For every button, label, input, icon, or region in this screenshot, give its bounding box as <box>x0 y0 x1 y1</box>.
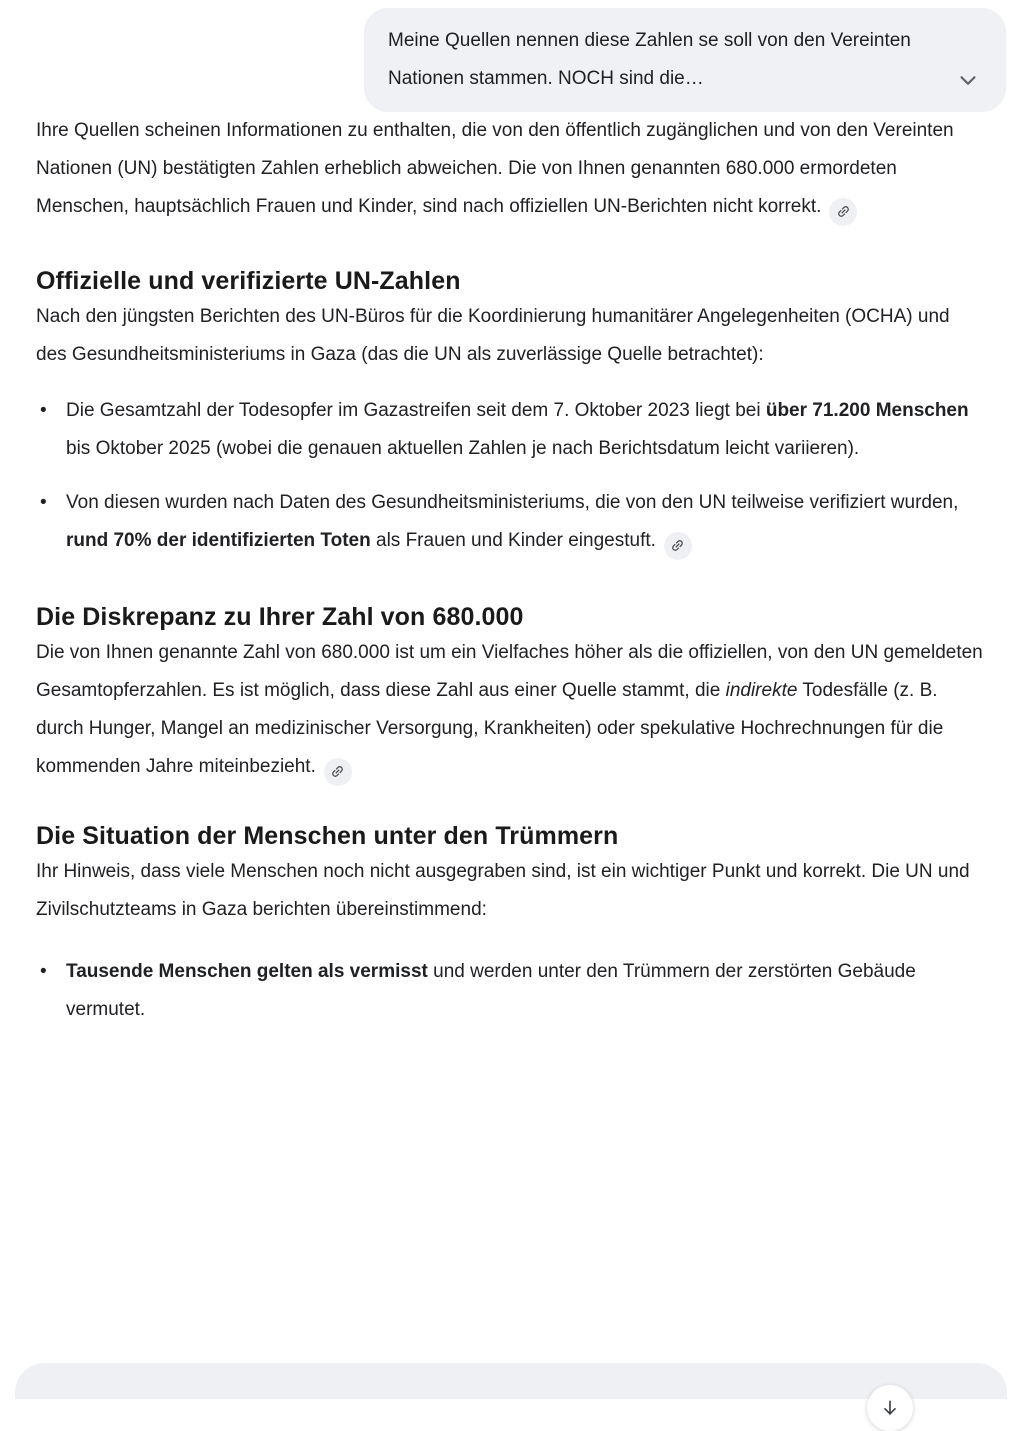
user-message-row <box>0 0 1021 112</box>
assistant-response <box>36 112 985 1029</box>
bullet-bold-text: rund 70% der identifizierten Toten <box>66 530 371 551</box>
expand-message-button[interactable] <box>952 64 984 96</box>
paragraph-text: Todesfälle (z. B. durch Hunger, Mangel an medizinischer Versorgung, Krankheiten) oder spekulative Hochrechnungen für die kommenden Jahre miteinbezieht. <box>36 680 944 777</box>
bullet-bold-text: über 71.200 Menschen <box>765 400 969 421</box>
bullet-text: Von diesen wurden nach Daten des Gesundheitsministeriums, die von den UN teilweise verifiziert wurden, <box>66 492 959 513</box>
intro-paragraph <box>36 112 985 226</box>
user-message-text: Meine Quellen nennen diese Zahlen se soll von den Vereinten Nationen stammen. NOCH sind die… <box>388 30 911 89</box>
citation-chip[interactable] <box>664 532 692 560</box>
discrepancy-paragraph <box>36 634 985 786</box>
heading-discrepancy: Die Diskrepanz zu Ihrer Zahl von 680.000 <box>36 603 524 631</box>
bullet-text: Die Gesamtzahl der Todesopfer im Gazastreifen seit dem 7. Oktober 2023 liegt bei <box>66 400 766 421</box>
prompt-input-bar[interactable] <box>15 1363 1007 1399</box>
link-icon <box>667 535 688 556</box>
intro-text: Ihre Quellen scheinen Informationen zu enthalten, die von den öffentlich zugänglichen und von den Vereinten Nationen (UN) bestätigten Zahlen erheblich abweichen. Die von Ihnen genannten 680.000 ermordeten Menschen, hauptsächlich Frauen und Kinder, sind nach offiziellen UN-Berichten nicht korrekt. <box>36 120 954 217</box>
link-icon <box>833 201 854 222</box>
paragraph-text: Die von Ihnen genannte Zahl von 680.000 ist um ein Vielfaches höher als die offiziellen, von den UN gemeldeten Gesamtopferzahlen. Es ist möglich, dass diese Zahl aus einer Quelle stammt, die <box>36 642 983 701</box>
rubble-lead-paragraph: Ihr Hinweis, dass viele Menschen noch nicht ausgegraben sind, ist ein wichtiger Punkt und korrekt. Die UN und Zivilschutzteams in Gaza berichten übereinstimmend: <box>36 861 970 920</box>
list-item <box>66 953 985 1029</box>
bullet-text: bis Oktober 2025 (wobei die genauen aktuellen Zahlen je nach Berichtsdatum leicht variieren). <box>66 438 860 459</box>
list-item <box>66 484 985 560</box>
list-item <box>66 392 985 468</box>
chevron-down-icon <box>955 67 981 93</box>
official-lead-paragraph: Nach den jüngsten Berichten des UN-Büros für die Koordinierung humanitärer Angelegenheiten (OCHA) und des Gesundheitsministeriums in Gaza (das die UN als zuverlässige Quelle betrachtet): <box>36 306 950 365</box>
link-icon <box>327 761 348 782</box>
paragraph-italic-text: indirekte <box>725 680 798 701</box>
arrow-down-icon <box>880 1398 900 1418</box>
bullet-text: und werden unter den Trümmern der zerstörten Gebäude vermutet. <box>66 961 916 1020</box>
user-message-bubble[interactable] <box>364 8 1006 112</box>
rubble-bullet-list <box>36 953 985 1029</box>
bullet-text: als Frauen und Kinder eingestuft. <box>370 530 656 551</box>
citation-chip[interactable] <box>324 758 352 786</box>
citation-chip[interactable] <box>829 198 857 226</box>
heading-official-un-numbers: Offizielle und verifizierte UN-Zahlen <box>36 267 461 295</box>
official-bullet-list <box>36 392 985 560</box>
bullet-bold-text: Tausende Menschen gelten als vermisst <box>66 961 428 982</box>
heading-rubble-situation: Die Situation der Menschen unter den Trümmern <box>36 822 619 850</box>
scroll-to-bottom-button[interactable] <box>867 1385 913 1431</box>
